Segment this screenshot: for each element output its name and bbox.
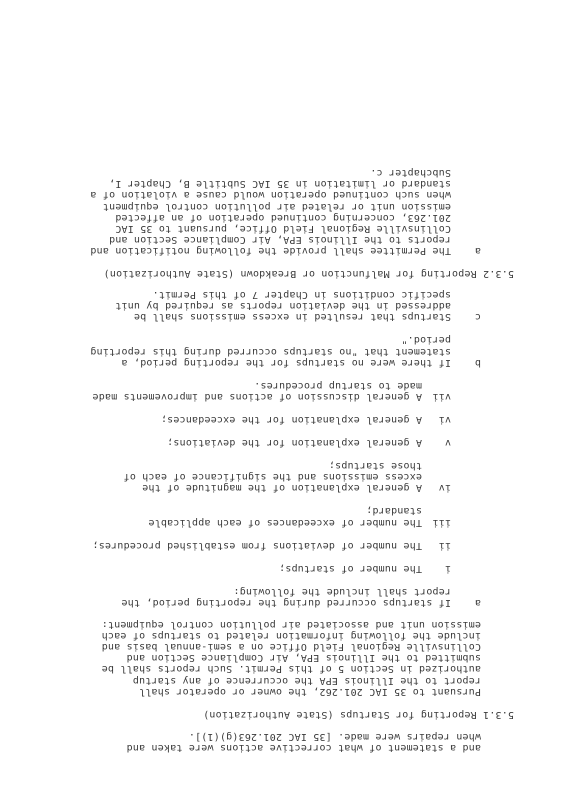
sublist-item-line: A general discussion of actions and improvements made [92, 390, 422, 402]
list-item-line: The Permittee shall provide the following notification and [90, 245, 451, 256]
intro-line: when repairs were made. [35 IAC 201.263(g)(1)]. [188, 730, 481, 742]
list-marker: a [474, 245, 481, 256]
list-item-line: report shall include the following: [233, 585, 451, 597]
sublist-marker: v [444, 437, 451, 449]
list-item-line: standard or limitation in 35 IAC Subtitle B, Chapter I, [108, 178, 451, 190]
sublist-item-line: The number of exceedances of each applicable [148, 516, 422, 528]
sublist-item-line: made to startup procedures. [254, 379, 422, 391]
sublist-item-line: standard; [366, 505, 422, 517]
sublist-marker: vii [432, 390, 451, 402]
list-marker: b [474, 356, 481, 368]
sublist-marker: i [444, 562, 451, 574]
sublist-marker: iii [432, 516, 451, 528]
paragraph-line: include the following information related to startups of each [101, 630, 481, 642]
paragraph-line: Pursuant to 35 IAC 201.262, the owner or operator shall [138, 685, 481, 697]
sublist-item-line: The number of deviations from established procedures; [92, 539, 422, 551]
sublist-item-line: excess emissions and the significance of each of [123, 471, 422, 483]
paragraph-line: authorized in Section 5 of this Permit. Such reports shall be [101, 663, 481, 675]
list-item-line: Subchapter c. [370, 167, 451, 179]
sublist-marker: ii [438, 539, 451, 551]
list-item-line: emission unit or related air pollution control equipment [102, 200, 451, 212]
section-heading: 5.3.1 Reporting for Startups (State Authorization) [202, 708, 514, 720]
list-item-line: statement that "no startups occurred during this reporting [90, 345, 451, 357]
intro-line: and a statement of what corrective actions were taken and [126, 742, 481, 753]
sublist-marker: iv [438, 482, 451, 494]
list-item-line: If startups occurred during the reporting period, the [121, 597, 451, 608]
section-heading: 5.3.2 Reporting for Malfunction or Breakdown (State Authorization) [103, 268, 514, 280]
paragraph-line: emission unit and associated air pollution control equipment: [101, 619, 481, 631]
sublist-item-line: those startups; [328, 460, 422, 472]
sublist-item-line: A general explanation for the exceedances; [160, 414, 422, 425]
list-item-line: reports to the Illinois EPA, Air Compliance Section and [108, 233, 451, 245]
sublist-item-line: The number of startups; [278, 562, 422, 574]
list-item-line: Startups that resulted in excess emissions shall be [133, 311, 451, 323]
list-marker: c [474, 311, 481, 323]
list-item-line: Collinsville Regional Field Office, pursuant to 35 IAC [115, 222, 451, 234]
sublist-marker: vi [438, 414, 451, 425]
list-item-line: specific conditions in Chapter 7 of this Permit. [152, 289, 451, 301]
paragraph-line: Collinsville Regional Field Office on a semi-annual basis and [101, 641, 481, 653]
list-item-line: when such continued operation would cause a violation of a [90, 189, 451, 201]
list-item-line: period." [401, 334, 451, 346]
list-marker: a [474, 597, 481, 608]
sublist-item-line: A general explanation for the deviations; [166, 437, 422, 449]
list-item-line: addressed in the deviation reports as required by unit [115, 300, 451, 312]
list-item-line: If there were no startups for the reporting period, a [121, 356, 451, 368]
sublist-item-line: A general explanation of the magnitude of the [142, 482, 422, 494]
paragraph-line: report to the Illinois EPA the occurrence of any startup [132, 674, 481, 686]
list-item-line: 201.263, concerning continued operation of an affected [115, 211, 451, 223]
paragraph-line: submitted to the Illinois EPA, Air Compliance Section and [126, 652, 481, 664]
